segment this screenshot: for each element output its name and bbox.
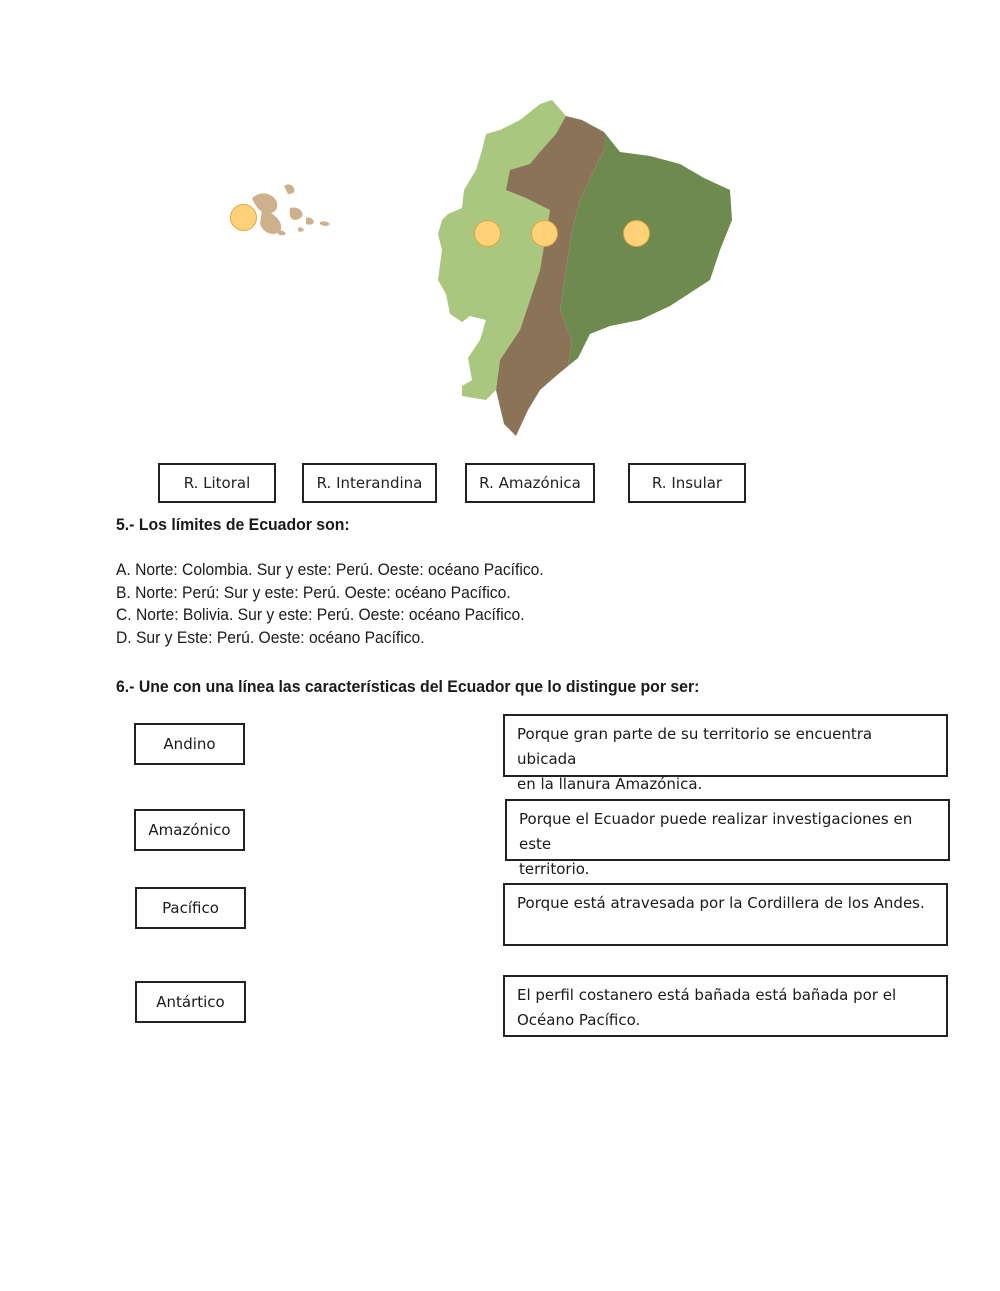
marker-interandina[interactable] (531, 220, 558, 247)
term-pacifico[interactable]: Pacífico (135, 887, 246, 929)
q5-option-d[interactable]: D. Sur y Este: Perú. Oeste: océano Pacífico. (116, 628, 425, 647)
description-2-line-1: Porque el Ecuador puede realizar investigaciones en este (519, 810, 913, 853)
description-box-3[interactable] (503, 883, 948, 946)
description-4-line-2: Océano Pacífico. (517, 1011, 641, 1029)
marker-litoral[interactable] (474, 220, 501, 247)
region-label-interandina[interactable]: R. Interandina (302, 463, 437, 503)
question-5-heading: 5.- Los límites de Ecuador son: (116, 515, 350, 534)
region-label-litoral[interactable]: R. Litoral (158, 463, 276, 503)
term-andino[interactable]: Andino (134, 723, 245, 765)
ecuador-map-graphic (200, 90, 760, 450)
marker-insular[interactable] (230, 204, 257, 231)
description-1-line-2: en la llanura Amazónica. (517, 775, 703, 793)
description-2-line-2: territorio. (519, 860, 590, 878)
description-box-1[interactable] (503, 714, 948, 793)
marker-amazonica[interactable] (623, 220, 650, 247)
q5-option-c[interactable]: C. Norte: Bolivia. Sur y este: Perú. Oeste: océano Pacífico. (116, 605, 525, 624)
region-label-insular[interactable]: R. Insular (628, 463, 746, 503)
description-1-line-1: Porque gran parte de su territorio se encuentra ubicada (517, 725, 873, 768)
ecuador-map (200, 90, 760, 450)
description-box-4[interactable] (503, 975, 948, 1037)
question-6-heading: 6.- Une con una línea las características del Ecuador que lo distingue por ser: (116, 677, 700, 696)
term-antartico[interactable]: Antártico (135, 981, 246, 1023)
description-4-line-1: El perfil costanero está bañada está bañada por el (517, 986, 897, 1004)
term-amazonico[interactable]: Amazónico (134, 809, 245, 851)
region-label-amazonica[interactable]: R. Amazónica (465, 463, 595, 503)
q5-option-b[interactable]: B. Norte: Perú: Sur y este: Perú. Oeste: océano Pacífico. (116, 583, 511, 602)
galapagos-islands (252, 184, 330, 235)
q5-option-a[interactable]: A. Norte: Colombia. Sur y este: Perú. Oeste: océano Pacífico. (116, 560, 544, 579)
description-box-2[interactable] (505, 799, 950, 878)
description-3-line-1: Porque está atravesada por la Cordillera de los Andes. (517, 894, 925, 912)
